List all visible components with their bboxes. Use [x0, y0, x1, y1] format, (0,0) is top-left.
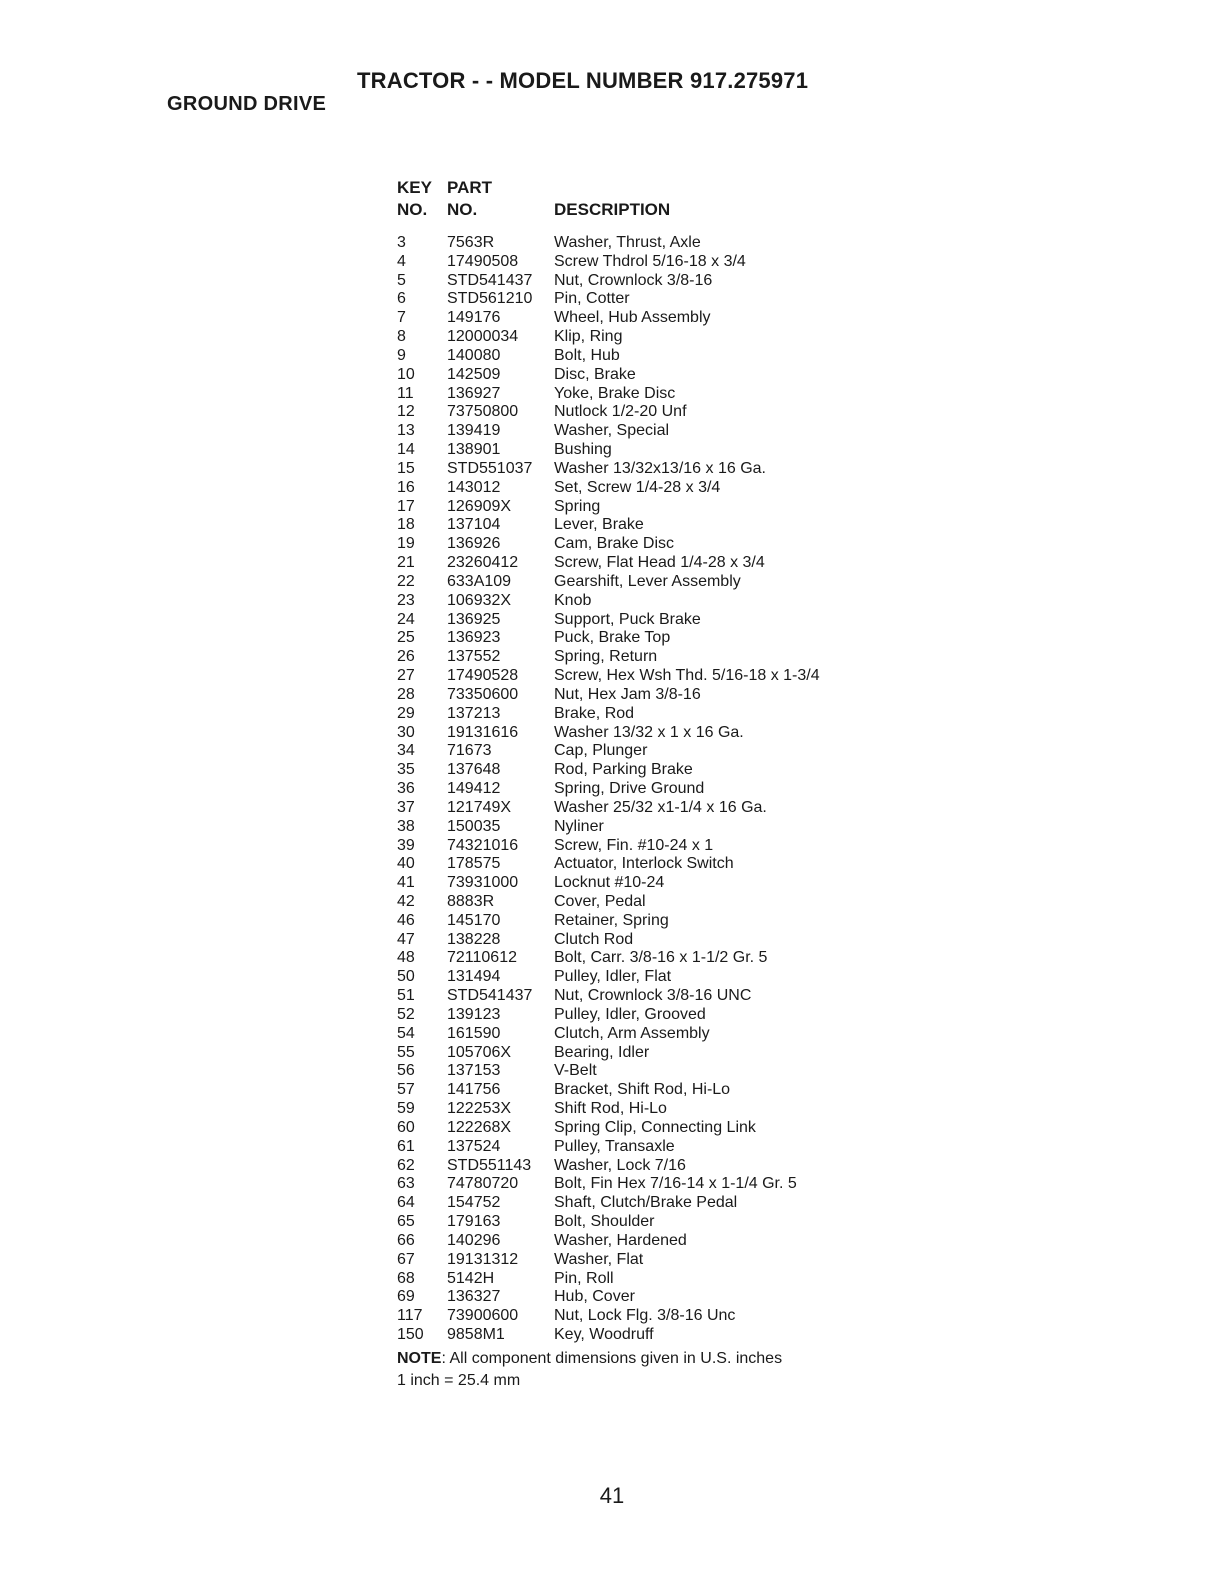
key-no: 21: [397, 554, 415, 572]
part-no: 149176: [447, 309, 501, 327]
part-no: 122268X: [447, 1118, 512, 1136]
key-no: 51: [397, 987, 415, 1005]
description: Set, Screw 1/4-28 x 3/4: [554, 478, 721, 496]
table-row: [397, 1175, 797, 1194]
description: Shift Rod, Hi-Lo: [554, 1100, 667, 1118]
description: Bushing: [554, 441, 612, 459]
table-row: [397, 272, 782, 291]
description: Nut, Crownlock 3/8-16 UNC: [554, 987, 752, 1005]
key-no: 14: [397, 441, 415, 459]
description: Pin, Cotter: [554, 290, 630, 308]
part-no: 122253X: [447, 1100, 512, 1118]
part-no: 136923: [447, 629, 501, 647]
part-no: 138901: [447, 441, 501, 459]
part-no: 12000034: [447, 328, 519, 346]
key-no: 61: [397, 1137, 415, 1155]
table-row: [397, 686, 782, 705]
note: [397, 1348, 782, 1392]
part-no: 106932X: [447, 591, 512, 609]
note-text: : All component dimensions given in U.S. inches: [441, 1349, 783, 1367]
part-no: 633A109: [447, 572, 512, 590]
table-row: [397, 1326, 782, 1345]
key-no: 5: [397, 271, 406, 289]
part-no: 141756: [447, 1081, 501, 1099]
part-no: STD551143: [447, 1156, 532, 1174]
table-row: [397, 1270, 782, 1289]
description: Hub, Cover: [554, 1288, 635, 1306]
section-title: GROUND DRIVE: [167, 93, 327, 115]
key-no: 54: [397, 1024, 415, 1042]
description: Klip, Ring: [554, 328, 623, 346]
description: Lever, Brake: [554, 516, 644, 534]
description: Washer, Flat: [554, 1250, 644, 1268]
table-row: [397, 422, 782, 441]
key-no: 56: [397, 1062, 415, 1080]
table-row: [397, 611, 782, 630]
description: Bracket, Shift Rod, Hi-Lo: [554, 1081, 731, 1099]
key-no: 63: [397, 1175, 415, 1193]
table-row: [397, 855, 782, 874]
part-no: 137648: [447, 761, 501, 779]
key-no: 24: [397, 610, 415, 628]
key-no: 15: [397, 459, 415, 477]
description: Washer 13/32x13/16 x 16 Ga.: [554, 459, 766, 477]
description: Screw, Hex Wsh Thd. 5/16-18 x 1-3/4: [554, 667, 820, 685]
part-no: 139123: [447, 1005, 501, 1023]
key-no: 35: [397, 761, 415, 779]
table-row: [397, 931, 782, 950]
description: Spring, Drive Ground: [554, 780, 705, 798]
table-row: [397, 479, 782, 498]
part-no: 145170: [447, 911, 501, 929]
header-part-bottom: NO.: [447, 200, 478, 219]
table-row: [397, 516, 782, 535]
part-no: 126909X: [447, 497, 512, 515]
table-row: [397, 366, 782, 385]
description: Bearing, Idler: [554, 1043, 650, 1061]
description: Retainer, Spring: [554, 911, 669, 929]
part-no: 137552: [447, 648, 501, 666]
description: Washer 25/32 x1-1/4 x 16 Ga.: [554, 798, 767, 816]
part-no: 73900600: [447, 1307, 519, 1325]
part-no: 140296: [447, 1231, 501, 1249]
key-no: 29: [397, 704, 415, 722]
part-no: 137104: [447, 516, 501, 534]
part-no: 73750800: [447, 403, 519, 421]
key-no: 18: [397, 516, 415, 534]
part-no: STD541437: [447, 987, 533, 1005]
table-row: [397, 1081, 782, 1100]
part-no: 149412: [447, 780, 501, 798]
key-no: 13: [397, 422, 415, 440]
description: Washer, Special: [554, 422, 670, 440]
table-row: [397, 385, 782, 404]
table-row: [397, 441, 782, 460]
key-no: 37: [397, 798, 415, 816]
description: Bolt, Carr. 3/8-16 x 1-1/2 Gr. 5: [554, 949, 768, 967]
key-no: 55: [397, 1043, 415, 1061]
key-no: 52: [397, 1005, 415, 1023]
table-row: [397, 1232, 782, 1251]
description: Washer, Hardened: [554, 1231, 687, 1249]
key-no: 28: [397, 685, 415, 703]
description: Nut, Crownlock 3/8-16: [554, 271, 713, 289]
part-no: 142509: [447, 365, 501, 383]
table-row: [397, 1138, 782, 1157]
table-row: [397, 347, 782, 366]
key-no: 10: [397, 365, 415, 383]
part-no: 150035: [447, 817, 501, 835]
table-row: [397, 1119, 782, 1138]
part-no: 136925: [447, 610, 501, 628]
description: Pin, Roll: [554, 1269, 614, 1287]
key-no: 8: [397, 328, 406, 346]
table-row: [397, 1044, 782, 1063]
description: Nutlock 1/2-20 Unf: [554, 403, 687, 421]
description: Bolt, Hub: [554, 346, 620, 364]
part-no: 121749X: [447, 798, 512, 816]
description: Washer, Lock 7/16: [554, 1156, 686, 1174]
header-key-bottom: NO.: [397, 200, 428, 219]
table-row: [397, 705, 782, 724]
key-no: 36: [397, 780, 415, 798]
description: Support, Puck Brake: [554, 610, 701, 628]
table-row: [397, 1288, 782, 1307]
part-no: 179163: [447, 1213, 501, 1231]
description: Washer 13/32 x 1 x 16 Ga.: [554, 723, 744, 741]
parts-list: [397, 178, 820, 1392]
header-key-top: KEY: [397, 178, 432, 197]
description: Yoke, Brake Disc: [554, 384, 676, 402]
page-number: 41: [599, 1483, 625, 1508]
part-no: STD541437: [447, 271, 533, 289]
note-conversion: 1 inch = 25.4 mm: [397, 1371, 521, 1389]
description: Spring, Return: [554, 648, 658, 666]
description: Spring: [554, 497, 601, 515]
table-row: [397, 1062, 782, 1081]
table-row: [397, 987, 782, 1006]
key-no: 50: [397, 968, 415, 986]
key-no: 66: [397, 1231, 415, 1249]
description: Locknut #10-24: [554, 874, 665, 892]
part-no: 154752: [447, 1194, 501, 1212]
header-part-top: PART: [447, 178, 493, 197]
key-no: 117: [397, 1307, 423, 1325]
key-no: 62: [397, 1156, 415, 1174]
key-no: 57: [397, 1081, 415, 1099]
part-no: 136327: [447, 1288, 501, 1306]
part-no: STD551037: [447, 459, 533, 477]
description: Gearshift, Lever Assembly: [554, 572, 741, 590]
key-no: 6: [397, 290, 406, 308]
table-row: [397, 309, 782, 328]
part-no: 137153: [447, 1062, 501, 1080]
key-no: 39: [397, 836, 415, 854]
part-no: 7563R: [447, 234, 495, 251]
part-no: 19131312: [447, 1250, 519, 1268]
table-row: [397, 837, 782, 856]
key-no: 46: [397, 911, 415, 929]
table-row: [397, 1100, 782, 1119]
key-no: 19: [397, 535, 415, 553]
part-no: 73350600: [447, 685, 519, 703]
key-no: 9: [397, 346, 406, 364]
part-no: 19131616: [447, 723, 519, 741]
description: Nut, Hex Jam 3/8-16: [554, 685, 701, 703]
description: Bolt, Shoulder: [554, 1213, 655, 1231]
part-no: 137213: [447, 704, 501, 722]
part-no: 136926: [447, 535, 501, 553]
key-no: 4: [397, 252, 406, 270]
table-row: [397, 328, 782, 347]
table-row: [397, 1157, 782, 1176]
part-no: 140080: [447, 346, 501, 364]
part-no: 137524: [447, 1137, 501, 1155]
description: Pulley, Idler, Flat: [554, 968, 672, 986]
part-no: 138228: [447, 930, 501, 948]
key-no: 3: [397, 234, 406, 251]
table-row: [397, 1213, 782, 1232]
key-no: 42: [397, 892, 415, 910]
table-row: [397, 742, 782, 761]
table-row: [397, 912, 782, 931]
table-row: [397, 403, 782, 422]
part-no: 72110612: [447, 949, 517, 967]
part-no: 105706X: [447, 1043, 512, 1061]
table-row: [397, 460, 782, 479]
part-no: 71673: [447, 742, 492, 760]
description: Screw Thdrol 5/16-18 x 3/4: [554, 252, 746, 270]
description: Rod, Parking Brake: [554, 761, 693, 779]
key-no: 22: [397, 572, 415, 590]
key-no: 41: [397, 874, 415, 892]
key-no: 17: [397, 497, 415, 515]
description: Shaft, Clutch/Brake Pedal: [554, 1194, 738, 1212]
key-no: 67: [397, 1250, 415, 1268]
description: Knob: [554, 591, 592, 609]
table-row: [397, 968, 782, 987]
key-no: 34: [397, 742, 415, 760]
key-no: 60: [397, 1118, 415, 1136]
table-row: [397, 667, 820, 686]
table-row: [397, 290, 782, 309]
key-no: 30: [397, 723, 415, 741]
table-row: [397, 554, 782, 573]
description: Cap, Plunger: [554, 742, 648, 760]
part-no: STD561210: [447, 290, 533, 308]
description: Actuator, Interlock Switch: [554, 855, 734, 873]
description: Pulley, Transaxle: [554, 1137, 675, 1155]
table-row: [397, 629, 782, 648]
table-row: [397, 893, 782, 912]
key-no: 69: [397, 1288, 415, 1306]
key-no: 65: [397, 1213, 415, 1231]
header-description: DESCRIPTION: [554, 200, 671, 219]
description: Spring Clip, Connecting Link: [554, 1118, 756, 1136]
table-row: [397, 234, 782, 253]
table-row: [397, 253, 782, 272]
description: Pulley, Idler, Grooved: [554, 1005, 706, 1023]
key-no: 27: [397, 667, 415, 685]
description: Wheel, Hub Assembly: [554, 309, 711, 327]
table-row: [397, 949, 782, 968]
key-no: 16: [397, 478, 415, 496]
table-row: [397, 498, 782, 517]
part-no: 73931000: [447, 874, 519, 892]
key-no: 11: [397, 384, 414, 402]
key-no: 59: [397, 1100, 415, 1118]
description: Disc, Brake: [554, 365, 636, 383]
part-no: 9858M1: [447, 1326, 505, 1344]
description: Brake, Rod: [554, 704, 635, 722]
key-no: 23: [397, 591, 415, 609]
description: Nut, Lock Flg. 3/8-16 Unc: [554, 1307, 736, 1325]
key-no: 40: [397, 855, 415, 873]
key-no: 25: [397, 629, 415, 647]
part-no: 178575: [447, 855, 501, 873]
description: Cover, Pedal: [554, 892, 646, 910]
key-no: 26: [397, 648, 415, 666]
table-row: [397, 1025, 782, 1044]
part-no: 136927: [447, 384, 501, 402]
description: Screw, Flat Head 1/4-28 x 3/4: [554, 554, 765, 572]
description: Screw, Fin. #10-24 x 1: [554, 836, 714, 854]
table-row: [397, 1194, 782, 1213]
description: Puck, Brake Top: [554, 629, 671, 647]
part-no: 17490508: [447, 252, 519, 270]
description: Nyliner: [554, 817, 604, 835]
description: V-Belt: [554, 1062, 597, 1080]
note-label: NOTE: [397, 1349, 442, 1367]
part-no: 5142H: [447, 1269, 495, 1287]
description: Key, Woodruff: [554, 1326, 654, 1344]
table-row: [397, 535, 782, 554]
description: Bolt, Fin Hex 7/16-14 x 1-1/4 Gr. 5: [554, 1175, 797, 1193]
table-row: [397, 592, 782, 611]
table-row: [397, 1251, 782, 1270]
page-title: TRACTOR - - MODEL NUMBER 917.275971: [357, 68, 809, 93]
table-row: [397, 724, 782, 743]
part-no: 74321016: [447, 836, 519, 854]
part-no: 139419: [447, 422, 501, 440]
table-row: [397, 818, 782, 837]
table-row: [397, 874, 782, 893]
table-row: [397, 1006, 782, 1025]
part-no: 131494: [447, 968, 501, 986]
key-no: 48: [397, 949, 415, 967]
description: Clutch, Arm Assembly: [554, 1024, 710, 1042]
key-no: 38: [397, 817, 415, 835]
table-row: [397, 1307, 782, 1326]
key-no: 7: [397, 309, 406, 327]
key-no: 64: [397, 1194, 415, 1212]
table-body: [397, 234, 820, 1345]
table-row: [397, 573, 782, 592]
description: Cam, Brake Disc: [554, 535, 675, 553]
part-no: 161590: [447, 1024, 501, 1042]
key-no: 150: [397, 1326, 424, 1344]
part-no: 143012: [447, 478, 501, 496]
table-row: [397, 648, 782, 667]
table-row: [397, 780, 782, 799]
table-row: [397, 799, 782, 818]
key-no: 68: [397, 1269, 415, 1287]
key-no: 12: [397, 403, 415, 421]
table-row: [397, 761, 782, 780]
table-header: [397, 178, 782, 222]
part-no: 74780720: [447, 1175, 519, 1193]
key-no: 47: [397, 930, 415, 948]
part-no: 8883R: [447, 892, 495, 910]
description: Washer, Thrust, Axle: [554, 234, 701, 251]
part-no: 23260412: [447, 554, 519, 572]
description: Clutch Rod: [554, 930, 634, 948]
part-no: 17490528: [447, 667, 519, 685]
